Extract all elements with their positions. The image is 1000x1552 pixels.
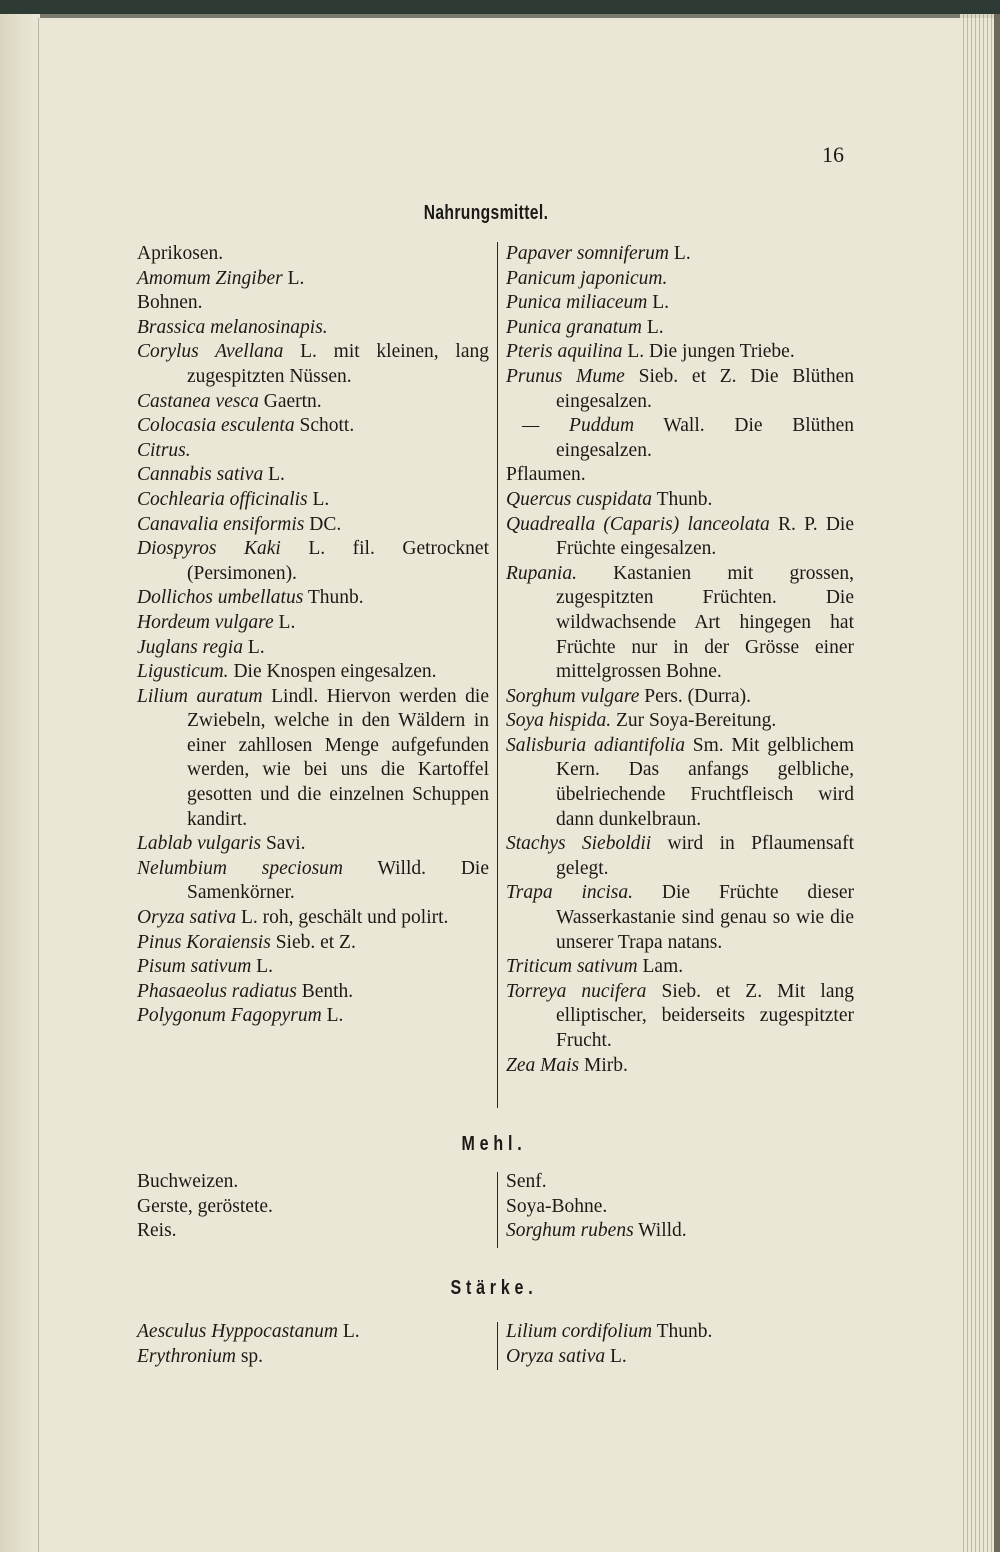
species-name: Lilium cordifolium	[506, 1321, 653, 1342]
species-name: Trapa incisa.	[506, 882, 633, 904]
mehl-left-column	[137, 1170, 489, 1244]
species-name: Oryza sativa	[506, 1345, 606, 1367]
species-name: Soya hispida.	[506, 710, 612, 732]
species-entry	[137, 291, 489, 316]
entry-text: Senf.	[506, 1171, 547, 1192]
entry-text: Soya-Bohne.	[506, 1195, 608, 1217]
species-name: Rupania.	[506, 562, 577, 584]
species-entry	[137, 685, 489, 833]
entry-text: Gaertn.	[258, 390, 322, 412]
species-name: Cochlearia officinalis	[137, 488, 308, 510]
entry-text: Sieb. et Z. Die Blüthen eingesalzen.	[556, 365, 854, 412]
species-name: Brassica melanosinapis.	[137, 316, 328, 338]
entry-text: L.	[251, 956, 273, 978]
species-entry	[506, 242, 854, 267]
species-name: Nelumbium speciosum	[137, 857, 343, 879]
species-entry	[137, 1320, 489, 1345]
species-name: Punica granatum	[506, 316, 642, 338]
species-name: Sorghum rubens	[506, 1220, 634, 1242]
species-entry	[506, 414, 854, 463]
species-entry	[506, 1345, 854, 1370]
species-name: Punica miliaceum	[506, 292, 648, 314]
page-gutter-left	[0, 14, 40, 1552]
entry-text: L.	[641, 316, 664, 338]
species-name: Ligusticum.	[137, 661, 229, 683]
species-entry	[137, 1170, 489, 1195]
species-entry	[506, 291, 854, 316]
entry-text: Zur Soya-Bereitung.	[611, 710, 777, 732]
entry-text: wird in Pflaumensaft gelegt.	[556, 833, 854, 879]
species-name: Quadrealla (Caparis) lanceolata	[506, 513, 770, 535]
entry-text: Mirb.	[579, 1054, 628, 1076]
entry-text: Sieb. et Z. Mit lang elliptischer, beiderseits zugespitzter Frucht.	[556, 980, 854, 1051]
species-entry	[137, 463, 489, 488]
column-divider	[497, 1322, 498, 1370]
section-title-nahrungsmittel: Nahrungsmittel.	[423, 202, 549, 224]
species-name: Zea Mais	[506, 1054, 580, 1076]
entry-text: L.	[321, 1005, 344, 1027]
entry-text: L.	[647, 292, 670, 314]
entry-text: Bohnen.	[137, 292, 203, 314]
entry-text: Willd.	[633, 1220, 687, 1242]
species-entry	[137, 267, 489, 292]
species-name: Colocasia esculenta	[137, 415, 295, 437]
species-entry	[506, 1195, 854, 1220]
entry-text: L.	[282, 267, 305, 289]
species-entry	[506, 1170, 854, 1195]
entry-text: L.	[273, 611, 296, 633]
entry-text: L. fil. Getrocknet (Persimonen).	[187, 538, 489, 584]
entry-text: Sieb. et Z.	[270, 931, 356, 953]
species-entry	[506, 685, 854, 710]
entry-text: Willd. Die Samenkörner.	[187, 857, 489, 904]
species-entry	[506, 734, 854, 832]
species-name: Phasaeolus radiatus	[137, 980, 297, 1002]
entry-text: Lindl. Hiervon werden die Zwiebeln, welche in den Wäldern in einer zahllosen Menge aufgefunden werden, wie bei uns die Kartoffel gesotten und die einzelnen Schuppen kandirt.	[187, 685, 489, 830]
species-entry	[506, 365, 854, 414]
species-name: Pinus Koraiensis	[137, 931, 271, 953]
entry-text: Pflaumen.	[506, 464, 586, 486]
starke-right-column	[506, 1320, 854, 1369]
species-entry	[137, 1195, 489, 1220]
entry-text: Sm. Mit gelblichem Kern. Das anfangs gelbliche, übelriechende Fruchtfleisch wird dann dunkelbraun.	[556, 734, 854, 830]
species-entry	[137, 488, 489, 513]
entry-text: sp.	[235, 1345, 264, 1367]
species-name: — Puddum	[522, 415, 635, 437]
entry-text: Lam.	[637, 956, 684, 978]
species-name: Canavalia ensiformis	[137, 513, 305, 535]
entry-text: L. mit kleinen, lang zugespitzten Nüssen.	[187, 341, 489, 387]
species-entry	[137, 316, 489, 341]
species-entry	[137, 832, 489, 857]
entry-text: L.	[337, 1321, 360, 1342]
species-name: Sorghum vulgare	[506, 685, 640, 707]
species-entry	[137, 439, 489, 464]
species-name: Salisburia adiantifolia	[506, 734, 685, 756]
entry-text: L.	[605, 1345, 627, 1367]
species-name: Erythronium	[137, 1345, 236, 1367]
book-cover-edge	[994, 14, 1000, 1552]
species-name: Aesculus Hyppocastanum	[137, 1321, 338, 1342]
species-entry	[506, 1219, 854, 1244]
species-entry	[137, 611, 489, 636]
species-entry	[506, 1054, 854, 1079]
species-entry	[506, 980, 854, 1054]
entry-text: L.	[307, 488, 330, 510]
species-name: Diospyros Kaki	[137, 538, 281, 560]
species-entry	[137, 513, 489, 538]
species-name: Cannabis sativa	[137, 464, 264, 486]
section-title-mehl: Mehl.	[461, 1133, 527, 1155]
entry-text: Thunb.	[303, 587, 364, 609]
species-entry	[137, 955, 489, 980]
species-name: Oryza sativa	[137, 907, 237, 929]
species-name: Hordeum vulgare	[137, 611, 274, 633]
entry-text: L.	[263, 464, 285, 486]
species-name: Citrus.	[137, 439, 191, 461]
entry-text: Buchweizen.	[137, 1171, 239, 1192]
species-entry	[137, 1345, 489, 1370]
species-name: Triticum sativum	[506, 956, 638, 978]
species-entry	[506, 955, 854, 980]
species-name: Amomum Zingiber	[137, 267, 283, 289]
entry-text: R. P. Die Früchte eingesalzen.	[556, 513, 854, 560]
entry-text: DC.	[304, 513, 342, 535]
entry-text: Aprikosen.	[137, 243, 224, 264]
species-name: Lablab vulgaris	[137, 833, 262, 855]
column-divider	[497, 242, 498, 1108]
species-entry	[137, 340, 489, 389]
species-entry	[137, 1004, 489, 1029]
entry-text: L. roh, geschält und polirt.	[236, 907, 449, 929]
entry-text: Thunb.	[652, 1321, 713, 1342]
page-number: 16	[822, 142, 844, 167]
species-entry	[506, 340, 854, 365]
species-entry	[506, 316, 854, 341]
entry-text: Wall. Die Blüthen eingesalzen.	[556, 415, 854, 461]
species-name: Quercus cuspidata	[506, 488, 653, 510]
entry-text: Schott.	[294, 415, 355, 437]
entry-text: Reis.	[137, 1220, 177, 1242]
page-fold-line	[38, 18, 39, 1552]
section-title-starke: Stärke.	[450, 1277, 538, 1299]
species-name: Panicum japonicum.	[506, 267, 668, 289]
species-entry	[506, 832, 854, 881]
entry-text: Thunb.	[652, 488, 713, 510]
species-name: Prunus Mume	[506, 365, 625, 387]
entry-text: Savi.	[261, 833, 306, 855]
species-entry	[137, 660, 489, 685]
species-name: Castanea vesca	[137, 390, 259, 412]
book-top-edge	[0, 0, 1000, 14]
species-entry	[137, 1219, 489, 1244]
species-entry	[506, 488, 854, 513]
species-entry	[506, 562, 854, 685]
species-entry	[137, 390, 489, 415]
species-entry	[137, 586, 489, 611]
species-entry	[506, 513, 854, 562]
species-entry	[137, 242, 489, 267]
entry-text: Benth.	[296, 980, 354, 1002]
species-name: Papaver somniferum	[506, 243, 670, 264]
nahrungsmittel-right-column	[506, 242, 854, 1078]
species-name: Stachys Sieboldii	[506, 833, 652, 855]
nahrungsmittel-left-column	[137, 242, 489, 1029]
species-name: Dollichos umbellatus	[137, 587, 304, 609]
species-entry	[506, 267, 854, 292]
entry-text: L.	[669, 243, 691, 264]
entry-text: Die Früchte dieser Wasserkastanie sind genau so wie die unserer Trapa natans.	[556, 882, 854, 953]
species-entry	[137, 414, 489, 439]
entry-text: Kastanien mit grossen, zugespitzten Früchten. Die wildwachsende Art hingegen hat Früchte nur in der Grösse einer mittelgrossen Bohne.	[556, 562, 854, 683]
species-entry	[137, 906, 489, 931]
entry-text: L. Die jungen Triebe.	[622, 341, 795, 363]
species-entry	[506, 709, 854, 734]
species-entry	[137, 636, 489, 661]
species-name: Torreya nucifera	[506, 980, 647, 1002]
species-name: Polygonum Fagopyrum	[137, 1005, 322, 1027]
entry-text: Pers. (Durra).	[639, 685, 751, 707]
species-entry	[506, 881, 854, 955]
species-entry	[506, 463, 854, 488]
entry-text: Die Knospen eingesalzen.	[228, 661, 437, 683]
starke-left-column	[137, 1320, 489, 1369]
species-name: Juglans regia	[137, 636, 243, 658]
entry-text: L.	[242, 636, 265, 658]
mehl-right-column	[506, 1170, 854, 1244]
species-entry	[137, 931, 489, 956]
species-name: Pisum sativum	[137, 956, 252, 978]
book-top-edge-shadow	[0, 14, 1000, 18]
column-divider	[497, 1172, 498, 1248]
entry-text: Gerste, geröstete.	[137, 1195, 273, 1217]
species-entry	[137, 537, 489, 586]
species-name: Lilium auratum	[137, 685, 263, 707]
species-entry	[506, 1320, 854, 1345]
species-name: Pteris aquilina	[506, 341, 623, 363]
species-entry	[137, 980, 489, 1005]
species-entry	[137, 857, 489, 906]
species-name: Corylus Avellana	[137, 341, 284, 363]
